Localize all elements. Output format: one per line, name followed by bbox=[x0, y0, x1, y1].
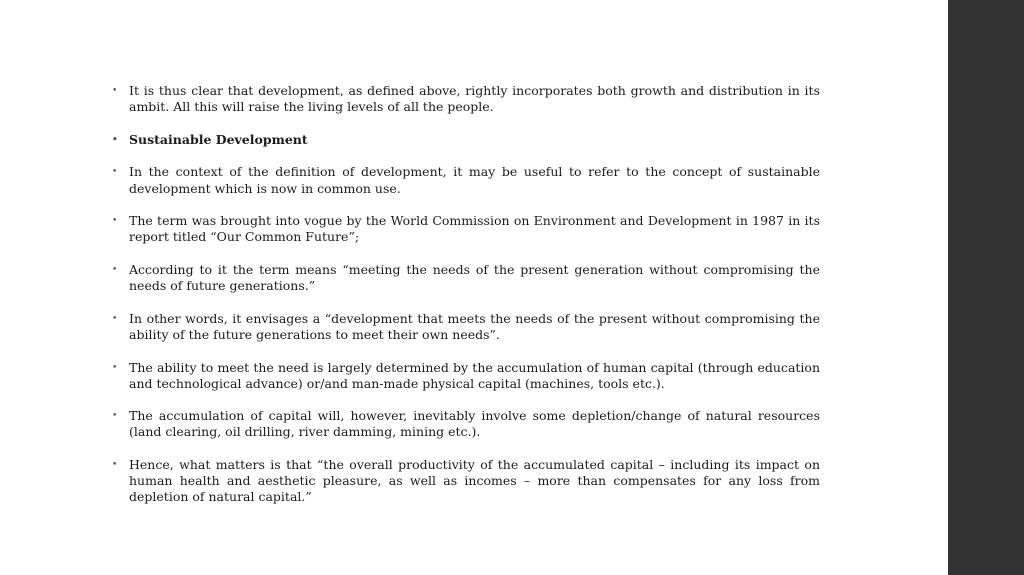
bullet-text: The accumulation of capital will, however, inevitably involve some depletion/change of natural resources (land clearing, oil drilling, river damming, mining etc.). bbox=[129, 408, 820, 440]
bullet-dot-icon: • bbox=[112, 134, 118, 145]
bullet-dot-icon: • bbox=[112, 216, 118, 227]
bullet-item bbox=[110, 311, 820, 343]
bullet-dot-icon: • bbox=[112, 167, 118, 178]
bullet-dot-icon: • bbox=[112, 460, 118, 471]
bullet-dot-icon: • bbox=[112, 86, 118, 96]
bullet-item bbox=[110, 360, 820, 392]
bullet-text: Hence, what matters is that “the overall productivity of the accumulated capital – including its impact on human health and aesthetic pleasure, as well as incomes – more than compensates for any loss from depletion of natural capital.” bbox=[129, 457, 820, 505]
bullet-text: According to it the term means “meeting the needs of the present generation without compromising the needs of future generations.” bbox=[129, 262, 820, 294]
section-heading bbox=[110, 132, 820, 148]
side-bar bbox=[948, 0, 1024, 575]
bullet-dot-icon: • bbox=[112, 313, 118, 324]
bullet-text: In other words, it envisages a “development that meets the needs of the present without compromising the ability of the future generations to meet their own needs”. bbox=[129, 310, 820, 342]
bullet-item bbox=[110, 213, 820, 245]
bullet-item bbox=[110, 83, 820, 115]
bullet-text: The term was brought into vogue by the World Commission on Environment and Development in 1987 in its report titled “Our Common Future”; bbox=[129, 213, 820, 245]
bullet-dot-icon: • bbox=[112, 411, 118, 422]
bullet-item bbox=[110, 262, 820, 294]
bullet-item bbox=[110, 164, 820, 196]
bullet-dot-icon: • bbox=[112, 265, 118, 276]
bullet-text: In the context of the definition of development, it may be useful to refer to the concept of sustainable development which is now in common use. bbox=[129, 164, 820, 196]
bullet-dot-icon: • bbox=[112, 362, 118, 373]
bullet-text: It is thus clear that development, as defined above, rightly incorporates both growth and distribution in its ambit. All this will raise the living levels of all the people. bbox=[129, 83, 820, 115]
bullet-item bbox=[110, 408, 820, 440]
bullet-list bbox=[110, 83, 820, 522]
heading-text: Sustainable Development bbox=[129, 131, 308, 147]
bullet-text: The ability to meet the need is largely determined by the accumulation of human capital (through education and technological advance) or/and man-made physical capital (machines, tools etc.). bbox=[129, 359, 820, 391]
bullet-item bbox=[110, 457, 820, 505]
